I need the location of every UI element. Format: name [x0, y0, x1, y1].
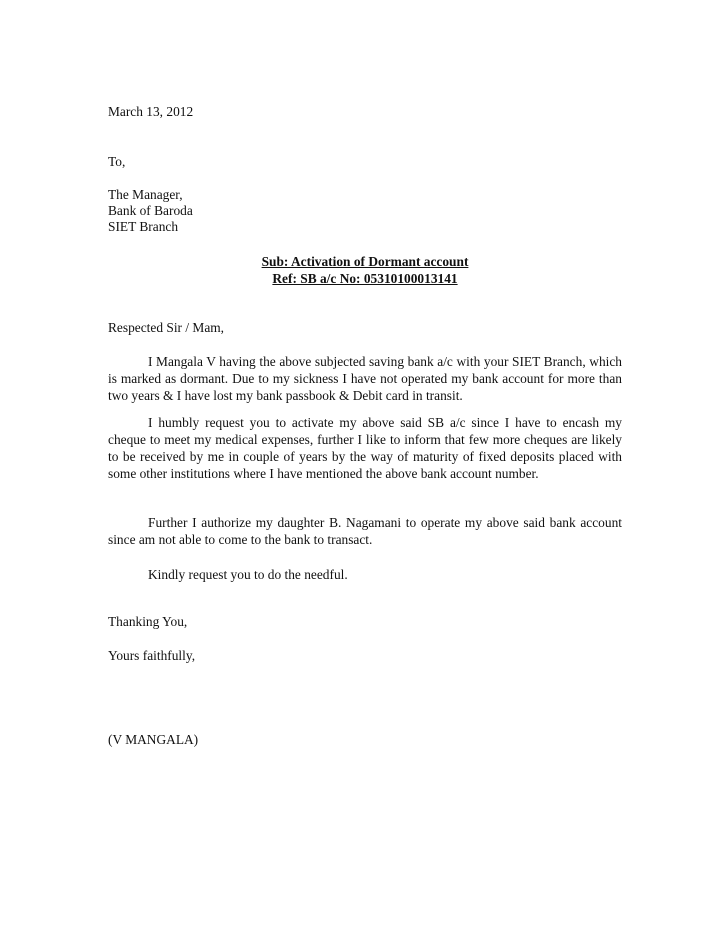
- recipient-title: The Manager,: [108, 187, 183, 202]
- thanks-line: Thanking You,: [108, 614, 188, 629]
- subject-line: Sub: Activation of Dormant account: [261, 254, 469, 269]
- recipient-branch: SIET Branch: [108, 219, 179, 234]
- salutation-to: To,: [108, 154, 126, 169]
- letter-date: March 13, 2012: [108, 104, 194, 119]
- recipient-bank: Bank of Baroda: [108, 203, 193, 218]
- greeting: Respected Sir / Mam,: [108, 320, 225, 335]
- body-paragraph-3: Further I authorize my daughter B. Nagamani to operate my above said bank account since am not able to come to the bank to transact.: [108, 515, 622, 547]
- closing-line: Yours faithfully,: [108, 648, 196, 663]
- body-paragraph-4: Kindly request you to do the needful.: [148, 567, 348, 582]
- signature-name: (V MANGALA): [108, 732, 199, 747]
- body-paragraph-1: I Mangala V having the above subjected saving bank a/c with your SIET Branch, which is marked as dormant. Due to my sickness I have not operated my bank account for more than two years & I have lost my bank passbook & Debit card in transit.: [108, 354, 622, 403]
- reference-line: Ref: SB a/c No: 05310100013141: [272, 271, 458, 286]
- body-paragraph-2: I humbly request you to activate my above said SB a/c since I have to encash my cheque to meet my medical expenses, further I like to inform that few more cheques are likely to be received by me in couple of years by the way of maturity of fixed deposits placed with some other institutions where I have mentioned the above bank account number.: [108, 415, 622, 481]
